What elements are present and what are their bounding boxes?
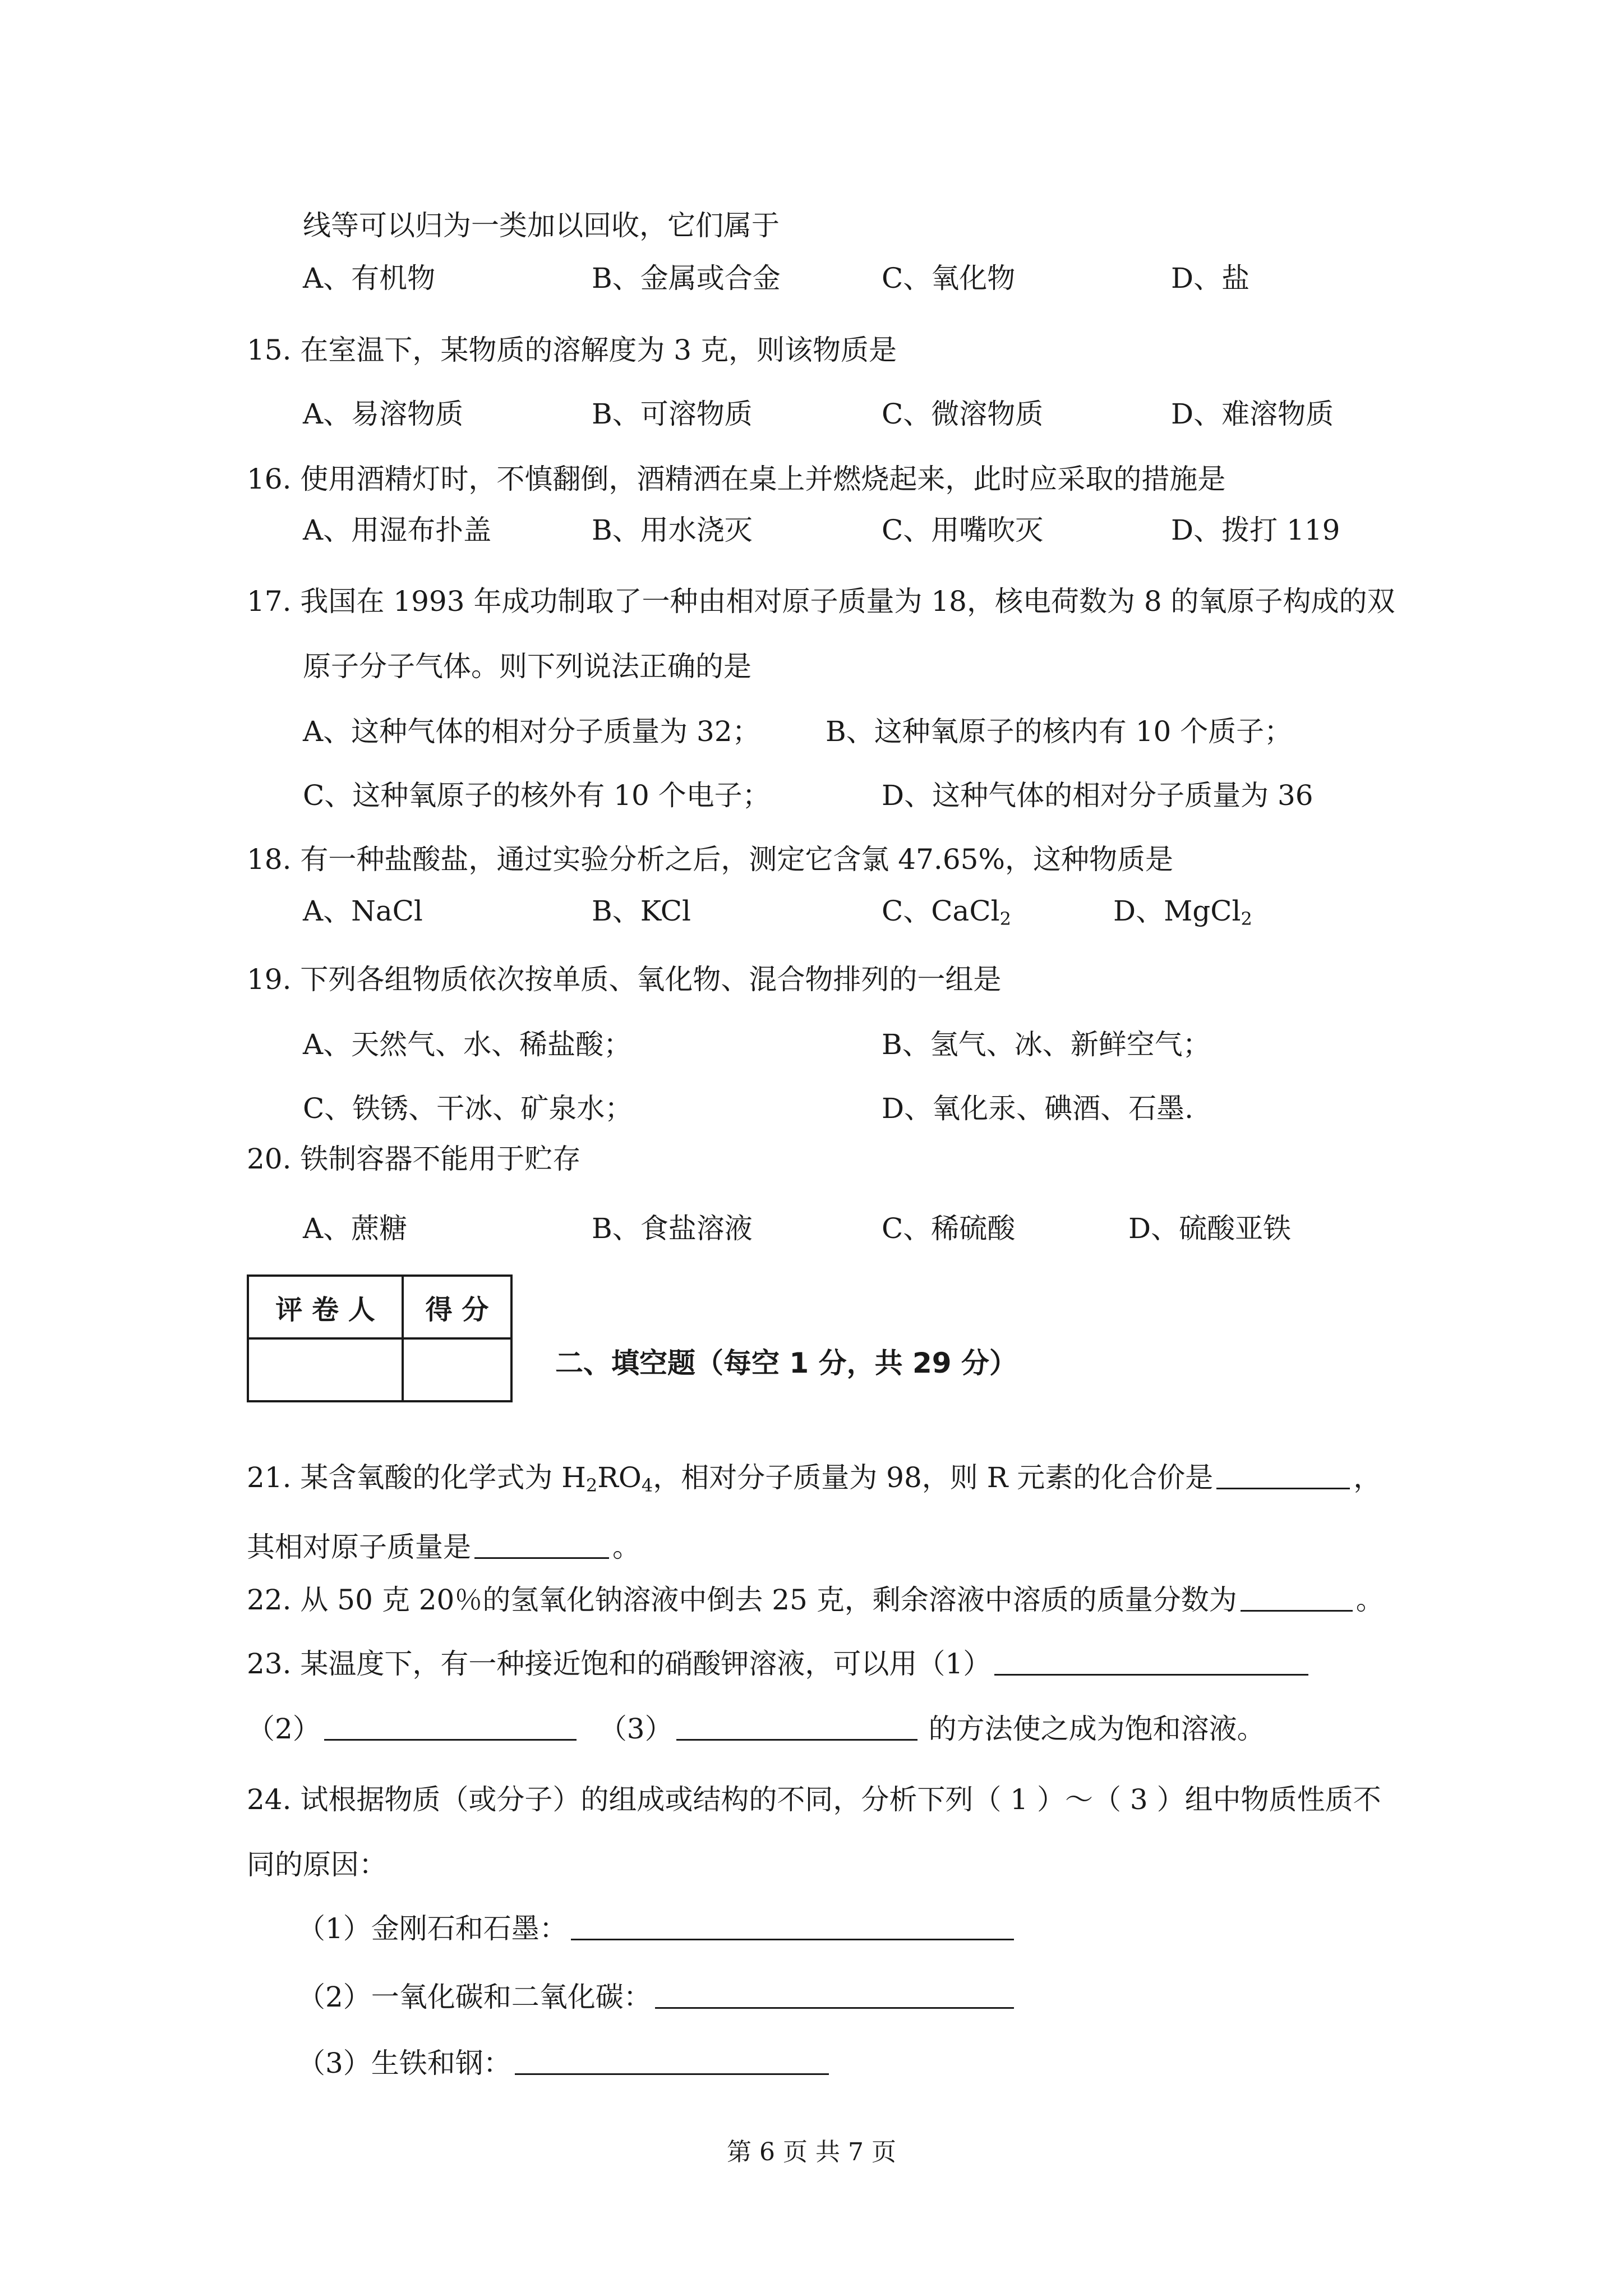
q20-option-c: C、稀硫酸 [882, 1212, 1016, 1245]
q24-blank-3[interactable] [515, 2047, 829, 2075]
q21-subscript-h: 2 [585, 1475, 598, 1496]
q23-text-end: 的方法使之成为饱和溶液。 [928, 1713, 1265, 1745]
q18-option-c-subscript: 2 [999, 908, 1011, 930]
q16-stem: 16. 使用酒精灯时，不慎翻倒，酒精洒在桌上并燃烧起来，此时应采取的措施是 [247, 463, 1226, 495]
q22-line [247, 1583, 1384, 1617]
q21-line2-text: 其相对原子质量是 [247, 1531, 471, 1563]
q18-option-c [882, 894, 1011, 928]
q22-text: 22. 从 50 克 20％的氢氧化钠溶液中倒去 25 克，剩余溶液中溶质的质量分数为 [247, 1584, 1237, 1616]
section-2-title: 二、填空题（每空 1 分，共 29 分） [555, 1347, 1017, 1379]
q14-option-b: B、金属或合金 [592, 262, 781, 295]
q15-option-b: B、可溶物质 [592, 398, 753, 430]
q22-blank[interactable] [1241, 1584, 1353, 1612]
q16-option-b: B、用水浇灭 [592, 514, 753, 546]
q23-text: 23. 某温度下，有一种接近饱和的硝酸钾溶液，可以用（1） [247, 1648, 992, 1680]
q24-blank-1[interactable] [571, 1913, 1014, 1940]
q24-sub1 [297, 1912, 1017, 1945]
q15-option-c: C、微溶物质 [882, 398, 1044, 430]
q19-option-b: B、氢气、冰、新鲜空气； [882, 1028, 1211, 1061]
q23-blank-2[interactable] [324, 1713, 577, 1741]
q24-stem-line2: 同的原因： [247, 1848, 387, 1881]
q17-option-b: B、这种氧原子的核内有 10 个质子； [826, 715, 1293, 748]
q18-option-d [1113, 894, 1252, 928]
q20-option-a: A、蔗糖 [303, 1212, 408, 1245]
grader-header: 评 卷 人 [248, 1276, 403, 1338]
q17-stem-line1: 17. 我国在 1993 年成功制取了一种由相对原子质量为 18，核电荷数为 8 的氧原子构成的双 [247, 585, 1395, 618]
q18-option-a: A、NaCl [303, 895, 423, 927]
q22-end: 。 [1355, 1584, 1384, 1616]
q21-line2 [247, 1530, 640, 1564]
q14-option-d: D、盐 [1171, 262, 1250, 295]
q21-text-part1: 21. 某含氧酸的化学式为 H [247, 1461, 586, 1494]
q15-option-d: D、难溶物质 [1171, 398, 1334, 430]
q21-text-part4: ， [1353, 1461, 1382, 1494]
q18-option-d-formula: D、MgCl [1113, 895, 1241, 927]
q24-sub1-label: （1）金刚石和石墨： [297, 1912, 568, 1945]
score-box [247, 1274, 513, 1402]
q21-line2-end: 。 [612, 1531, 640, 1563]
q23-label-3: （3） [598, 1713, 673, 1745]
q16-option-c: C、用嘴吹灭 [882, 514, 1044, 546]
q19-stem: 19. 下列各组物质依次按单质、氧化物、混合物排列的一组是 [247, 963, 1002, 996]
q23-blank-1[interactable] [994, 1648, 1308, 1676]
q23-label-2: （2） [247, 1713, 321, 1745]
q24-sub3 [297, 2046, 832, 2080]
q21-blank-valence[interactable] [1216, 1462, 1350, 1489]
q16-option-a: A、用湿布扑盖 [303, 514, 492, 546]
q18-option-d-subscript: 2 [1241, 908, 1252, 930]
grader-cell[interactable] [248, 1338, 403, 1401]
q18-option-b: B、KCl [592, 895, 691, 927]
q24-sub2 [297, 1980, 1017, 2014]
q14-option-a: A、有机物 [303, 262, 436, 295]
q24-blank-2[interactable] [655, 1981, 1014, 2009]
q24-stem-line1: 24. 试根据物质（或分子）的组成或结构的不同，分析下列（ 1 ）～（ 3 ）组中物质性质不 [247, 1783, 1381, 1816]
q21-subscript-o: 4 [641, 1475, 653, 1496]
q18-option-c-formula: C、CaCl [882, 895, 1000, 927]
q17-option-c: C、这种氧原子的核外有 10 个电子； [303, 779, 771, 812]
q21-blank-atomic-mass[interactable] [474, 1531, 609, 1559]
score-cell[interactable] [403, 1338, 511, 1401]
q20-option-d: D、硫酸亚铁 [1128, 1212, 1292, 1245]
q19-option-c: C、铁锈、干冰、矿泉水； [303, 1092, 633, 1125]
q17-option-d: D、这种气体的相对分子质量为 36 [882, 779, 1313, 812]
q16-option-d: D、拨打 119 [1171, 514, 1340, 546]
q19-option-a: A、天然气、水、稀盐酸； [303, 1028, 632, 1061]
q21-text-part3: ，相对分子质量为 98，则 R 元素的化合价是 [653, 1461, 1214, 1494]
q15-option-a: A、易溶物质 [303, 398, 464, 430]
q19-option-d: D、氧化汞、碘酒、石墨. [882, 1092, 1193, 1125]
q15-stem: 15. 在室温下，某物质的溶解度为 3 克，则该物质是 [247, 334, 897, 366]
q24-sub3-label: （3）生铁和钢： [297, 2047, 511, 2079]
score-header: 得 分 [403, 1276, 511, 1338]
q14-option-c: C、氧化物 [882, 262, 1016, 295]
q20-stem: 20. 铁制容器不能用于贮存 [247, 1143, 581, 1175]
q24-sub2-label: （2）一氧化碳和二氧化碳： [297, 1981, 652, 2013]
page-footer: 第 6 页 共 7 页 [727, 2138, 896, 2166]
q17-option-a: A、这种气体的相对分子质量为 32； [303, 715, 760, 748]
q23-blank-3[interactable] [676, 1713, 917, 1741]
q21-line1 [247, 1461, 1381, 1494]
q14-stem-continuation: 线等可以归为一类加以回收，它们属于 [303, 209, 780, 242]
q20-option-b: B、食盐溶液 [592, 1212, 753, 1245]
q18-stem: 18. 有一种盐酸盐，通过实验分析之后，测定它含氯 47.65%，这种物质是 [247, 843, 1173, 876]
q21-text-part2: RO [597, 1461, 642, 1494]
q23-line2 [247, 1712, 1265, 1746]
q23-line1 [247, 1647, 1312, 1681]
q17-stem-line2: 原子分子气体。则下列说法正确的是 [303, 650, 751, 683]
